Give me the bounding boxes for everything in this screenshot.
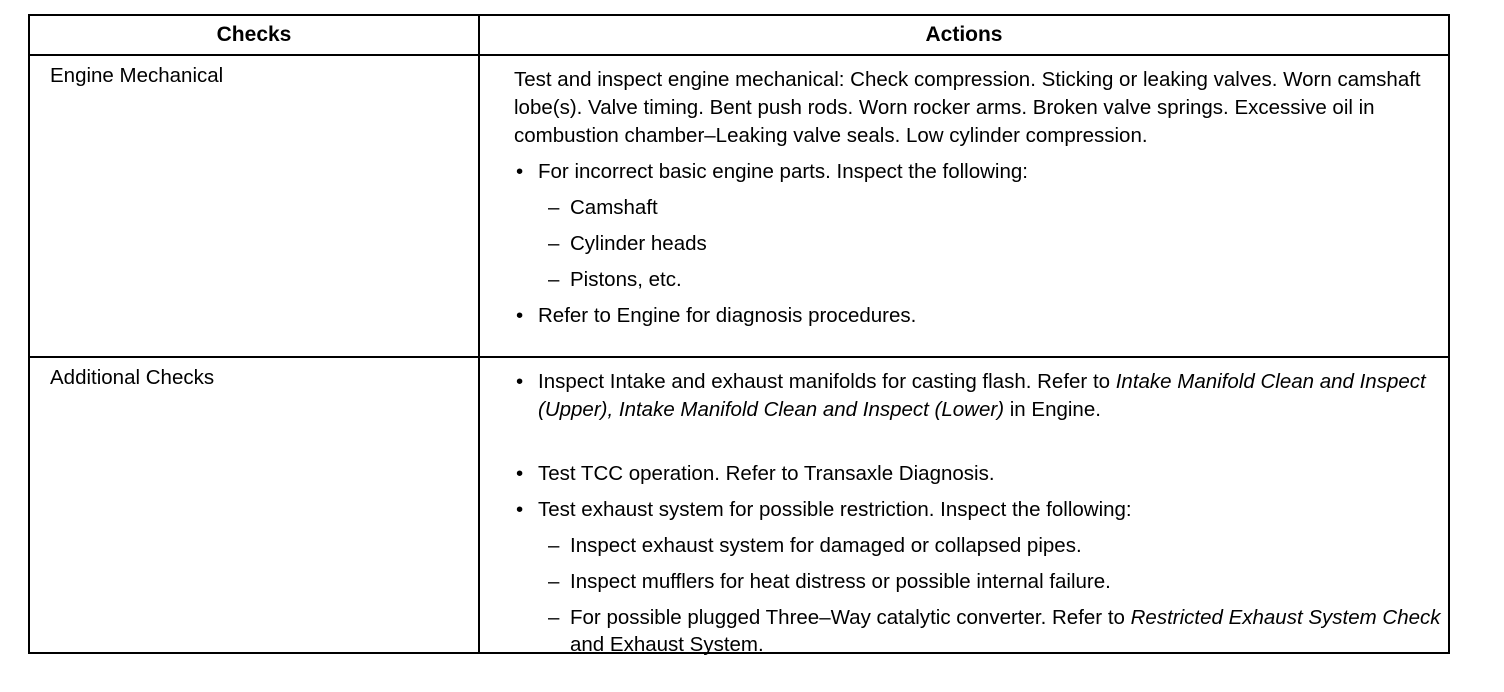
diagnostic-table: [28, 14, 1450, 654]
manifold-reference: Intake Manifold Clean and Inspect (Upper), Intake Manifold Clean and Inspect (Lower): [538, 370, 1426, 421]
column-divider: [478, 16, 480, 652]
sub-item-pistons: – Pistons, etc.: [548, 268, 682, 291]
sub-item-mufflers: – Inspect mufflers for heat distress or possible internal failure.: [548, 570, 1111, 593]
header-actions: Actions: [925, 23, 1003, 46]
header-divider: [30, 54, 1448, 56]
bullet-refer-engine: • Refer to Engine for diagnosis procedures.: [514, 302, 1444, 330]
bullet-test-exhaust: • Test exhaust system for possible restriction. Inspect the following:: [514, 496, 1450, 524]
sub-item-catalytic-converter: – For possible plugged Three–Way catalytic converter. Refer to Restricted Exhaust System Check and Exhaust System.: [548, 606, 1441, 656]
actions-engine-mechanical: [514, 66, 1444, 330]
bullet-inspect-manifolds: • Inspect Intake and exhaust manifolds for casting flash. Refer to Intake Manifold Clean and Inspect (Upper), Intake Manifold Clean and Inspect (Lower) in Engine.: [514, 368, 1450, 424]
engine-mechanical-intro: Test and inspect engine mechanical: Check compression. Sticking or leaking valves. Worn camshaft lobe(s). Valve timing. Bent push rods. Worn rocker arms. Broken valve springs. Excessive oil in combustion chamber–Leaking valve seals. Low cylinder compression.: [514, 68, 1421, 147]
sub-item-cylinder-heads: – Cylinder heads: [548, 232, 707, 255]
actions-additional-checks: [514, 368, 1450, 658]
header-checks: Checks: [216, 23, 292, 46]
check-engine-mechanical: Engine Mechanical: [50, 64, 224, 87]
row-divider: [30, 356, 1448, 358]
bullet-test-tcc: • Test TCC operation. Refer to Transaxle Diagnosis.: [514, 460, 1450, 488]
exhaust-check-reference: Restricted Exhaust System Check: [1130, 606, 1441, 629]
sub-item-exhaust-pipes: – Inspect exhaust system for damaged or collapsed pipes.: [548, 534, 1082, 557]
bullet-incorrect-parts: • For incorrect basic engine parts. Inspect the following:: [514, 158, 1444, 186]
sub-item-camshaft: – Camshaft: [548, 196, 658, 219]
check-additional-checks: Additional Checks: [50, 366, 215, 389]
